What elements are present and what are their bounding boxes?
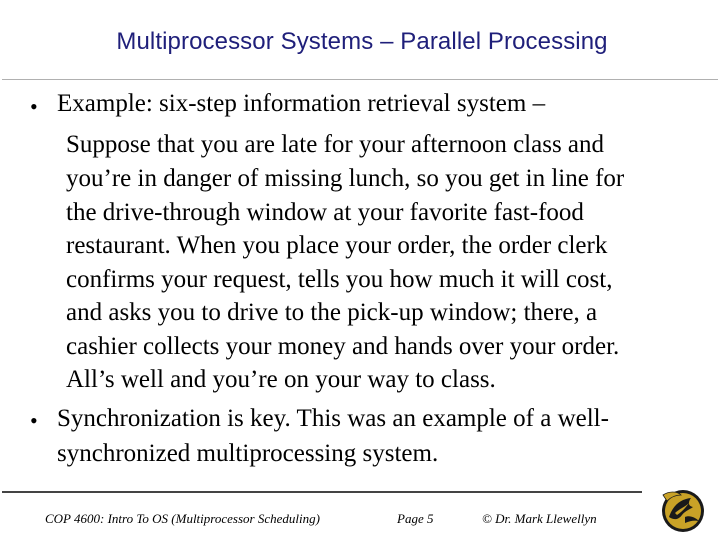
pegasus-logo-icon	[655, 483, 711, 535]
bullet-1-line-1: Example: six-step information retrieval system –	[57, 90, 546, 117]
bullet-1-line-9: All’s well and you’re on your way to class.	[66, 366, 496, 393]
bullet-2-line-1: Synchronization is key. This was an example of a well-	[57, 405, 609, 432]
footer-course: COP 4600: Intro To OS (Multiprocessor Scheduling)	[45, 511, 320, 526]
bullet-marker: •	[30, 408, 38, 433]
bullet-1-line-6: confirms your request, tells you how much it will cost,	[66, 266, 613, 293]
bullet-1-line-3: you’re in danger of missing lunch, so you get in line for	[66, 165, 625, 192]
bullet-1-line-2: Suppose that you are late for your afternoon class and	[66, 131, 605, 158]
bullet-1-line-5: restaurant. When you place your order, the order clerk	[66, 232, 608, 259]
footer-divider	[2, 491, 642, 493]
bullet-1-line-8: cashier collects your money and hands over your order.	[66, 333, 620, 360]
footer-page-number: Page 5	[397, 511, 434, 526]
footer-copyright: © Dr. Mark Llewellyn	[482, 511, 597, 526]
title-area	[2, 2, 718, 80]
slide-title: Multiprocessor Systems – Parallel Processing	[116, 28, 608, 55]
bullet-1-line-4: the drive-through window at your favorite fast-food	[66, 199, 584, 226]
bullet-marker: •	[30, 94, 38, 119]
bullet-1-line-7: and asks you to drive to the pick-up window; there, a	[66, 299, 598, 326]
title-divider	[2, 79, 718, 80]
bullet-2-line-2: synchronized multiprocessing system.	[57, 440, 439, 467]
